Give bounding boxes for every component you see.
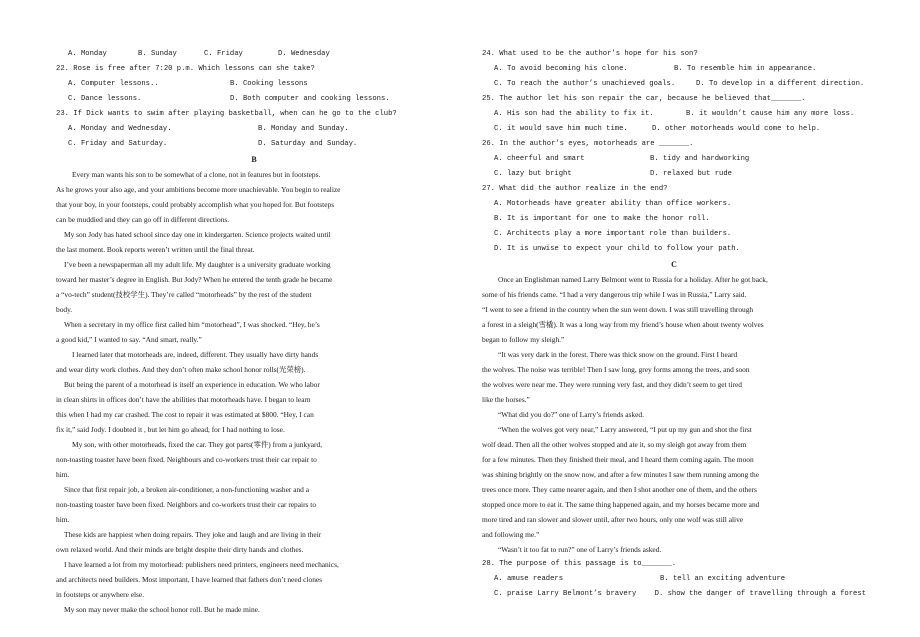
passage-b-line: non-toasting toaster have been fixed. Neighbors and co-workers trust their car repairs to [56,500,317,509]
q22-option-b: B. Cooking lessons [230,80,308,88]
passage-c-line: like the horses.” [482,395,530,404]
passage-b-line: him. [56,470,70,479]
q27-option-a: A. Motorheads have greater ability than office workers. [494,200,732,208]
section-c-heading: C [671,260,677,269]
q23-options-cd [56,137,452,152]
passage-b-line: non-toasting toaster have been fixed. Neighbours and co-workers trust their car repair to [56,455,317,464]
q26-option-c: C. lazy but bright [494,170,572,178]
passage-c-line: “What did you do?” one of Larry’s friends asked. [498,410,644,419]
passage-b-line: When a secretary in my office first called him “motorhead”, I was shocked. “Hey, he’s [64,320,320,329]
q27-option-b: B. It is important for one to make the honor roll. [494,215,710,223]
passage-b-line: this when I had my car crashed. The cost to repair it was estimated at $800. “Hey, I can [56,410,314,419]
q28-option-a: A. amuse readers [494,575,564,583]
passage-c-line: some of his friends came. “I had a very dangerous trip while I was in Russia,” Larry said. [482,290,747,299]
passage-c-line: more tired and ran slower and slower until, after two hours, only one wolf was still alive [482,515,744,524]
passage-c-line: “It was very dark in the forest. There was thick snow on the ground. First I heard [498,350,738,359]
passage-b-line: can be muddied and they can go off in different directions. [56,215,230,224]
q23-stem: 23. If Dick wants to swim after playing basketball, when can he go to the club? [56,110,397,118]
section-b-heading: B [251,155,257,164]
q21-option-c: C. Friday [204,50,243,58]
q24-options-cd [482,77,866,92]
q25-option-d: D. other motorheads would come to help. [652,125,821,133]
q23-option-a: A. Monday and Wednesday. [68,125,172,133]
passage-b-line: Since that first repair job, a broken air-conditioner, a non-functioning washer and a [64,485,310,494]
q23-option-c: C. Friday and Saturday. [68,140,168,148]
q21-option-d: D. Wednesday [278,50,330,58]
q25-option-a: A. His son had the ability to fix it. [494,110,654,118]
q28-options-ab [482,572,866,587]
q28-stem: 28. The purpose of this passage is to_______. [482,560,677,568]
passage-b-line: I learned later that motorheads are, indeed, different. They usually have dirty hands [72,350,319,359]
passage-b-line: and wear dirty work clothes. And they don’t often make school honor rolls(光荣榜). [56,365,306,374]
passage-b-line: I’ve been a newspaperman all my adult life. My daughter is a university graduate working [64,260,331,269]
q25-stem: 25. The author let his son repair the car, because he believed that_______. [482,95,806,103]
q24-options-ab [482,62,866,77]
q26-option-a: A. cheerful and smart [494,155,585,163]
q21-option-a: A. Monday [68,50,107,58]
q26-option-d: D. relaxed but rude [650,170,732,178]
q28-option-c: C. praise Larry Belmont’s bravery [494,590,637,598]
q26-options-cd [482,167,866,182]
q27-option-d: D. It is unwise to expect your child to follow your path. [494,245,740,253]
left-column [56,47,452,617]
right-column [482,47,866,602]
q27-stem: 27. What did the author realize in the end? [482,185,668,193]
q25-options-ab [482,107,866,122]
passage-b-line: and architects need builders. Most important, I have learned that fathers don’t need clones [56,575,323,584]
q22-options-ab [56,77,452,92]
passage-b-line: These kids are happiest when doing repairs. They joke and laugh and are living in their [64,530,322,539]
q26-stem: 26. In the author’s eyes, motorheads are _______. [482,140,694,148]
q24-stem: 24. What used to be the author’s hope for his son? [482,50,698,58]
q23-option-b: B. Monday and Sunday. [258,125,349,133]
q23-options-ab [56,122,452,137]
passage-b-line: My son, with other motorheads, fixed the car. They got parts(零件) from a junkyard, [72,440,323,449]
q27-option-c: C. Architects play a more important role than builders. [494,230,732,238]
passage-b-line: that your boy, in your footsteps, could probably accomplish what you hoped for. But footsteps [56,200,335,209]
passage-b-line: body. [56,305,73,314]
passage-c-line: a forest in a sleigh(雪橇). It was a long way from my friend’s house when about twenty wolves [482,320,764,329]
q26-options-ab [482,152,866,167]
passage-c-line: stopped once more to eat it. The same thing happened again, and my horses became more and [482,500,760,509]
passage-b-line: a “vo-tech” student(技校学生). They’re called “motorheads” by the rest of the student [56,290,312,299]
passage-c-line: for a few minutes. Then they finished their meal, and I heard them coming again. The moon [482,455,754,464]
q28-option-b: B. tell an exciting adventure [660,575,786,583]
q28-option-d: D. show the danger of travelling through a forest [654,590,866,598]
q26-option-b: B. tidy and hardworking [650,155,750,163]
q22-option-c: C. Dance lessons. [68,95,142,103]
passage-b-line: fix it,” said Jody. I doubted it , but let him go ahead, for I had nothing to lose. [56,425,285,434]
passage-b-line: a good kid,” I wanted to say. “And smart, really.” [56,335,202,344]
q22-option-a: A. Computer lessons.. [68,80,159,88]
q24-option-b: B. To resemble him in appearance. [674,65,817,73]
passage-c-line: and following me.” [482,530,540,539]
q24-option-c: C. To reach the author’s unachieved goals. [494,80,676,88]
q24-option-a: A. To avoid becoming his clone. [494,65,628,73]
q24-option-d: D. To develop in a different direction. [696,80,865,88]
passage-b-line: toward her master’s degree in English. But Jody? When he entered the tenth grade he became [56,275,333,284]
passage-b-line: him. [56,515,70,524]
passage-c-line: Once an Englishman named Larry Belmont went to Russia for a holiday. After he got back, [498,275,768,284]
passage-b-line: in footsteps or anywhere else. [56,590,145,599]
passage-b-line: in clean shirts in offices don’t have the abilities that motorheads have. I began to learn [56,395,311,404]
passage-b-line: own relaxed world. And their minds are bright despite their dirty hands and clothes. [56,545,304,554]
passage-c-line: the wolves were near me. They were running very fast, and they didn’t seem to get tired [482,380,742,389]
passage-c-line: wolf dead. Then all the other wolves stopped and ate it, so my sleigh got away from them [482,440,747,449]
q22-options-cd [56,92,452,107]
passage-c-line: “Wasn’t it too fat to run?” one of Larry’s friends asked. [498,545,662,554]
q22-stem: 22. Rose is free after 7:20 p.m. Which lessons can she take? [56,65,315,73]
passage-b-line: the last moment. Book reports weren’t written until the final threat. [56,245,255,254]
q21-option-b: B. Sunday [138,50,177,58]
q21-options [56,47,452,62]
passage-c-line: began to follow my sleigh.” [482,335,565,344]
passage-b-line: Every man wants his son to be somewhat of a clone, not in features but in footsteps. [72,170,321,179]
passage-b-line: I have learned a lot from my motorhead: publishers need printers, engineers need mechanics, [64,560,339,569]
q22-option-d: D. Both computer and cooking lessons. [230,95,390,103]
passage-b-line: My son may never make the school honor roll. But he made mine. [64,605,260,614]
passage-c-line: “I went to see a friend in the country when the sun went down. I was still travelling through [482,305,754,314]
passage-b-line: My son Jody has hated school since day one in kindergarten. Science projects waited until [64,230,331,239]
q28-options-cd [482,587,866,602]
passage-b-line: But being the parent of a motorhead is itself an experience in education. We who labor [64,380,320,389]
q25-option-c: C. it would save him much time. [494,125,628,133]
q25-options-cd [482,122,866,137]
passage-c-line: the wolves. The noise was terrible! Then I saw long, grey forms among the trees, and soon [482,365,750,374]
passage-b-line: As he grows your also age, and your ambitions become more unachievable. You begin to realize [56,185,341,194]
passage-c-line: trees once more. They came nearer again, and then I shot another one of them, and the others [482,485,757,494]
q23-option-d: D. Saturday and Sunday. [258,140,358,148]
q25-option-b: B. it wouldn’t cause him any more loss. [686,110,855,118]
passage-c-line: “When the wolves got very near,” Larry answered, “I put up my gun and shot the first [498,425,752,434]
passage-c-line: was shining brightly on the snow now, and after a few minutes I saw them running among the [482,470,760,479]
